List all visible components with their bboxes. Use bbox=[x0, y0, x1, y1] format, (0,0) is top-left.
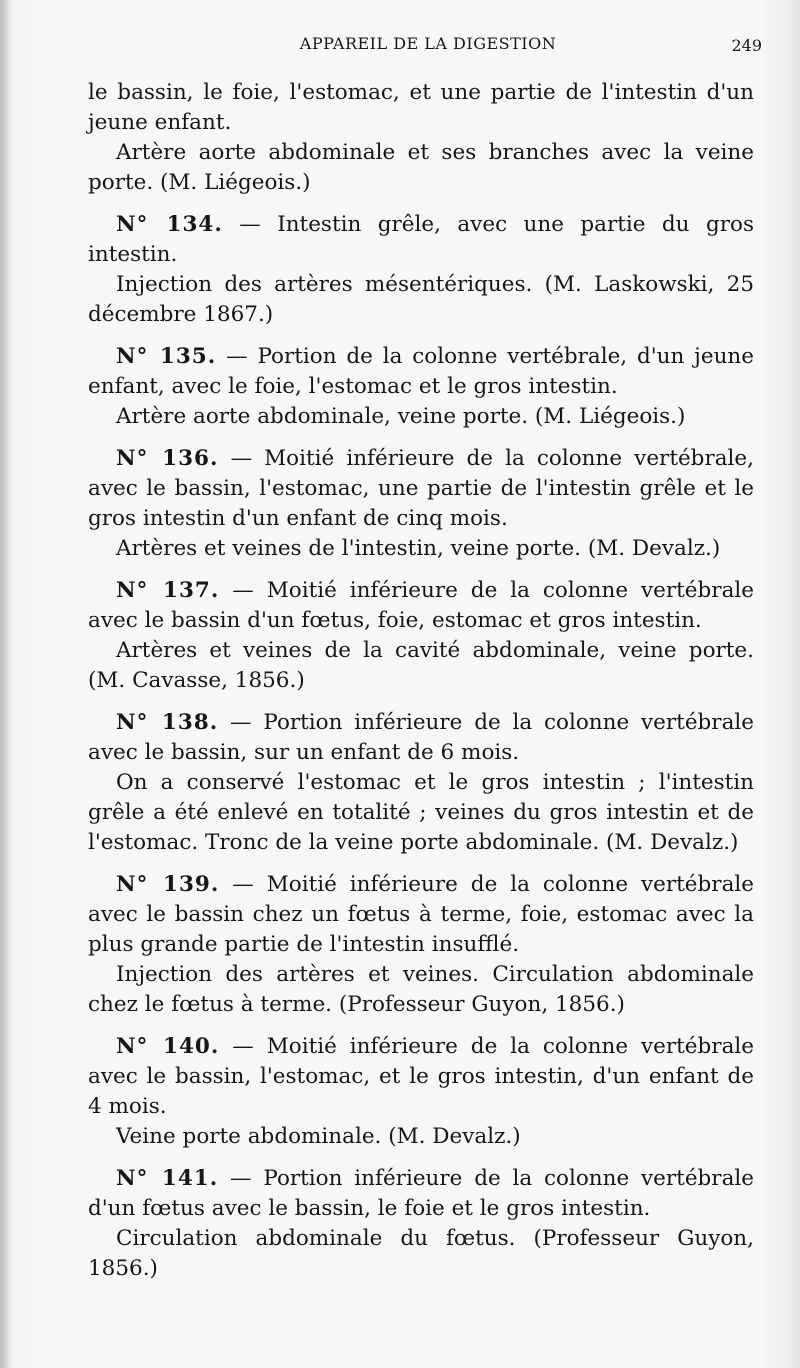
entry-number: N° 141. bbox=[116, 1166, 219, 1191]
catalogue-entry-138: N° 138. — Portion inférieure de la colonne vertébrale avec le bassin, sur un enfant de 6 mois. bbox=[88, 710, 754, 765]
paragraph-note: Artères et veines de l'intestin, veine porte. (M. Devalz.) bbox=[116, 536, 721, 561]
catalogue-entry-139: N° 139. — Moitié inférieure de la colonne vertébrale avec le bassin chez un fœtus à terme, foie, estomac avec la plus grande partie de l'intestin insufflé. bbox=[88, 872, 754, 957]
entry-number: N° 137. bbox=[116, 578, 220, 603]
entry-number: N° 136. bbox=[116, 446, 219, 471]
catalogue-entry-137: N° 137. — Moitié inférieure de la colonne vertébrale avec le bassin d'un fœtus, foie, estomac et gros intestin. bbox=[88, 578, 754, 633]
entry-number: N° 139. bbox=[116, 872, 220, 897]
running-title: APPAREIL DE LA DIGESTION bbox=[299, 34, 557, 53]
entry-number: N° 135. bbox=[116, 344, 217, 369]
paragraph-continuation: le bassin, le foie, l'estomac, et une partie de l'intestin d'un jeune enfant. bbox=[88, 80, 754, 135]
paragraph-note: Artère aorte abdominale et ses branches avec la veine porte. (M. Liégeois.) bbox=[88, 140, 754, 195]
catalogue-entry-140: N° 140. — Moitié inférieure de la colonne vertébrale avec le bassin, l'estomac, et le gros intestin, d'un enfant de 4 mois. bbox=[88, 1034, 754, 1119]
page-number: 249 bbox=[731, 36, 762, 55]
catalogue-entry-136: N° 136. — Moitié inférieure de la colonne vertébrale, avec le bassin, l'estomac, une partie de l'intestin grêle et le gros intestin d'un enfant de cinq mois. bbox=[88, 446, 754, 531]
paragraph-note: On a conservé l'estomac et le gros intestin ; l'intestin grêle a été enlevé en totalité ; veines du gros intestin et de l'estomac. Tronc de la veine porte abdominale. (M. Devalz.) bbox=[88, 770, 754, 855]
paragraph-note: Veine porte abdominale. (M. Devalz.) bbox=[116, 1124, 521, 1149]
paragraph-note: Injection des artères mésentériques. (M. Laskowski, 25 décembre 1867.) bbox=[88, 272, 754, 327]
paragraph-note: Artères et veines de la cavité abdominale, veine porte. (M. Cavasse, 1856.) bbox=[88, 638, 754, 693]
catalogue-entry-135: N° 135. — Portion de la colonne vertébrale, d'un jeune enfant, avec le foie, l'estomac et le gros intestin. bbox=[88, 344, 754, 399]
catalogue-entry-134: N° 134. — Intestin grêle, avec une partie du gros intestin. bbox=[88, 212, 754, 267]
page-body bbox=[88, 78, 754, 1284]
catalogue-entry-141: N° 141. — Portion inférieure de la colonne vertébrale d'un fœtus avec le bassin, le foie et le gros intestin. bbox=[88, 1166, 754, 1221]
entry-number: N° 138. bbox=[116, 710, 219, 735]
paragraph-note: Injection des artères et veines. Circulation abdominale chez le fœtus à terme. (Professeur Guyon, 1856.) bbox=[88, 962, 754, 1017]
page-gutter-shadow bbox=[0, 0, 10, 1368]
entry-number: N° 140. bbox=[116, 1034, 220, 1059]
paragraph-note: Circulation abdominale du fœtus. (Professeur Guyon, 1856.) bbox=[88, 1226, 754, 1281]
paragraph-note: Artère aorte abdominale, veine porte. (M. Liégeois.) bbox=[116, 404, 686, 429]
running-header bbox=[88, 34, 762, 60]
entry-number: N° 134. bbox=[116, 212, 223, 237]
